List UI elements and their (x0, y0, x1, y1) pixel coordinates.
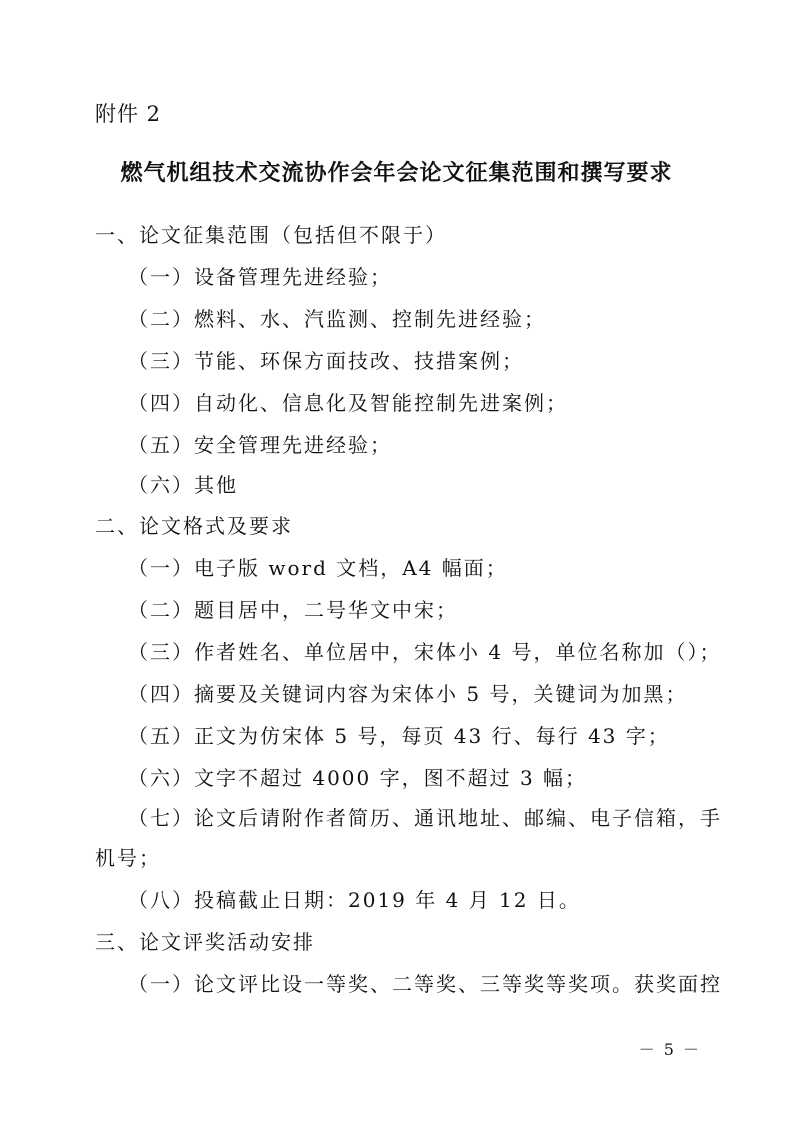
section-heading-2: 二、论文格式及要求 (95, 514, 293, 538)
list-item: （一）论文评比设一等奖、二等奖、三等奖等奖项。获奖面控 (128, 972, 722, 996)
section-heading-1: 一、论文征集范围（包括但不限于） (95, 223, 447, 247)
section-heading-3: 三、论文评奖活动安排 (95, 930, 315, 954)
list-item-continuation: 机号； (95, 846, 161, 870)
list-item: （二）燃料、水、汽监测、控制先进经验； (128, 307, 546, 331)
list-item: （一）电子版 word 文档，A4 幅面； (128, 556, 508, 580)
list-item: （三）作者姓名、单位居中，宋体小 4 号，单位名称加（）； (128, 640, 722, 664)
list-item: （八）投稿截止日期：2019 年 4 月 12 日。 (128, 888, 581, 912)
list-item: （七）论文后请附作者简历、通讯地址、邮编、电子信箱，手 (128, 806, 722, 830)
list-item: （五）安全管理先进经验； (128, 433, 392, 457)
list-item: （三）节能、环保方面技改、技措案例； (128, 349, 524, 373)
document-title: 燃气机组技术交流协作会年会论文征集范围和撰写要求 (120, 161, 673, 186)
list-item: （一）设备管理先进经验； (128, 265, 392, 289)
list-item: （六）文字不超过 4000 字，图不超过 3 幅； (128, 766, 588, 790)
attachment-label: 附件 2 (95, 102, 162, 126)
list-item: （五）正文为仿宋体 5 号，每页 43 行、每行 43 字； (128, 724, 670, 748)
list-item: （四）自动化、信息化及智能控制先进案例； (128, 391, 568, 415)
list-item: （二）题目居中，二号华文中宋； (128, 598, 458, 622)
list-item: （四）摘要及关键词内容为宋体小 5 号，关键词为加黑； (128, 682, 688, 706)
page-number: － 5 － (638, 1040, 701, 1059)
list-item: （六）其他 (128, 473, 238, 497)
